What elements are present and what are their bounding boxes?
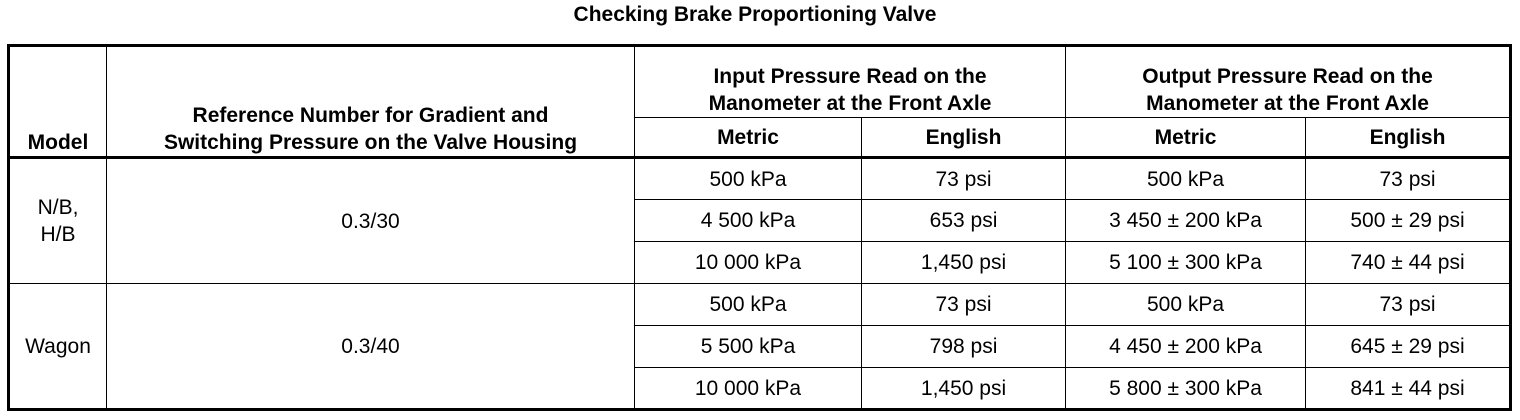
- header-output-pressure: [1066, 46, 1511, 118]
- header-input-metric: Metric: [635, 118, 862, 158]
- input-metric-cell: 500 kPa: [635, 158, 862, 200]
- model-label-line2: H/B: [40, 223, 76, 246]
- proportioning-valve-table: [7, 44, 1512, 411]
- input-english-cell: 73 psi: [862, 284, 1066, 326]
- input-metric-cell: 10 000 kPa: [635, 242, 862, 284]
- output-metric-cell: 500 kPa: [1066, 284, 1306, 326]
- model-cell: [9, 158, 107, 284]
- output-metric-cell: 500 kPa: [1066, 158, 1306, 200]
- header-input-english: English: [862, 118, 1066, 158]
- table-title: Checking Brake Proportioning Valve: [573, 3, 937, 26]
- header-input-line2: Manometer at the Front Axle: [708, 92, 992, 115]
- reference-cell: 0.3/40: [107, 284, 635, 410]
- table-row: [9, 284, 1511, 326]
- input-english-cell: 653 psi: [862, 200, 1066, 242]
- header-input-pressure: [635, 46, 1066, 118]
- table-row: [9, 158, 1511, 200]
- header-reference-line1: Reference Number for Gradient and: [192, 104, 549, 127]
- model-cell: [9, 284, 107, 410]
- output-english-cell: 841 ± 44 psi: [1306, 368, 1511, 410]
- header-row: [9, 46, 1511, 118]
- input-english-cell: 1,450 psi: [862, 242, 1066, 284]
- input-english-cell: 798 psi: [862, 326, 1066, 368]
- header-output-line2: Manometer at the Front Axle: [1146, 92, 1429, 115]
- header-output-line1: Output Pressure Read on the: [1142, 65, 1433, 88]
- output-metric-cell: 3 450 ± 200 kPa: [1066, 200, 1306, 242]
- model-label-line1: N/B,: [37, 196, 79, 219]
- model-label-line1: Wagon: [25, 334, 91, 358]
- header-reference-line2: Switching Pressure on the Valve Housing: [163, 131, 578, 154]
- output-english-cell: 73 psi: [1306, 284, 1511, 326]
- reference-cell: 0.3/30: [107, 158, 635, 284]
- output-english-cell: 500 ± 29 psi: [1306, 200, 1511, 242]
- output-english-cell: 740 ± 44 psi: [1306, 242, 1511, 284]
- output-english-cell: 73 psi: [1306, 158, 1511, 200]
- input-english-cell: 1,450 psi: [862, 368, 1066, 410]
- header-reference: [107, 46, 635, 158]
- header-output-metric: Metric: [1066, 118, 1306, 158]
- header-input-line1: Input Pressure Read on the: [713, 65, 987, 88]
- input-metric-cell: 5 500 kPa: [635, 326, 862, 368]
- output-metric-cell: 5 100 ± 300 kPa: [1066, 242, 1306, 284]
- output-english-cell: 645 ± 29 psi: [1306, 326, 1511, 368]
- header-model: [9, 46, 107, 158]
- input-metric-cell: 10 000 kPa: [635, 368, 862, 410]
- input-metric-cell: 4 500 kPa: [635, 200, 862, 242]
- input-english-cell: 73 psi: [862, 158, 1066, 200]
- output-metric-cell: 5 800 ± 300 kPa: [1066, 368, 1306, 410]
- header-model-label: Model: [27, 131, 89, 154]
- header-output-english: English: [1306, 118, 1511, 158]
- input-metric-cell: 500 kPa: [635, 284, 862, 326]
- output-metric-cell: 4 450 ± 200 kPa: [1066, 326, 1306, 368]
